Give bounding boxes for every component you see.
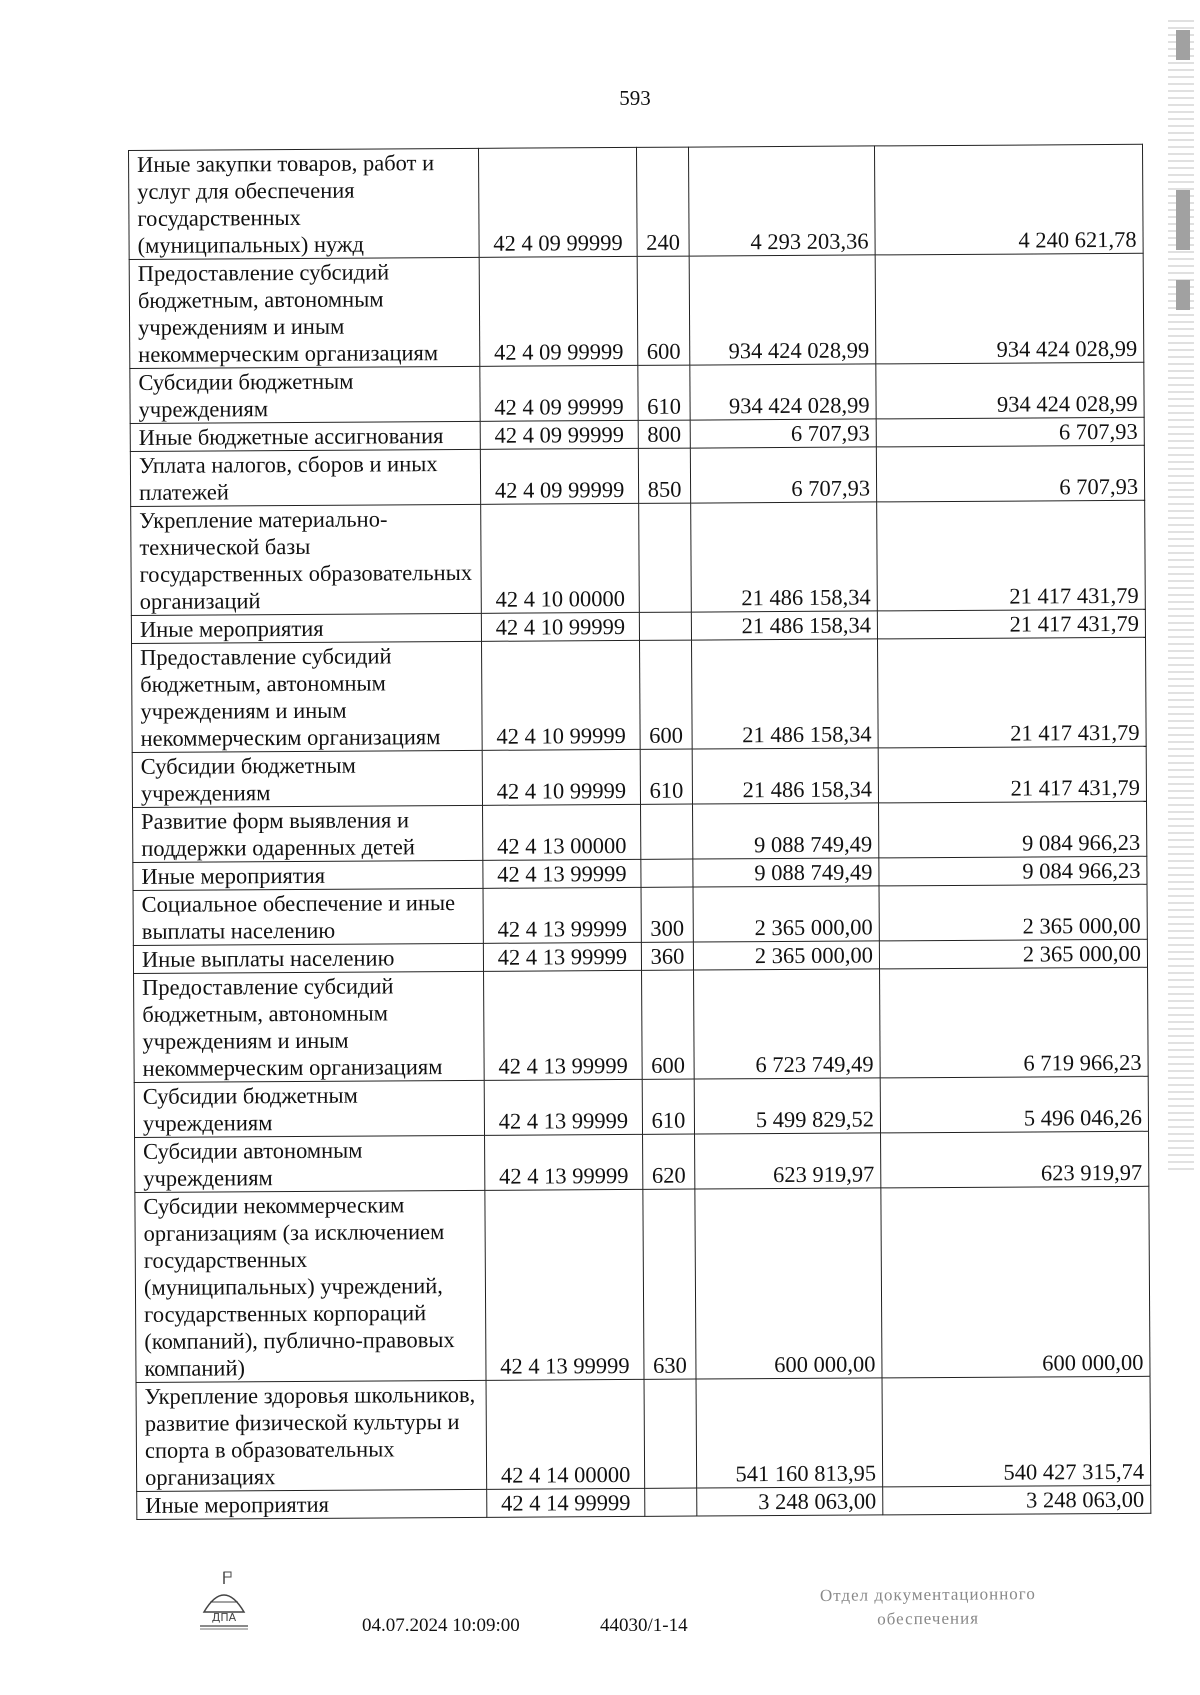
cell-name: Субсидии некоммерческим организациям (за исключением государственных (муниципальных) учреждений, государственных корпораций (компаний), публично-правовых компаний)	[135, 1190, 486, 1382]
cell-expense-type: 850	[638, 448, 690, 503]
table-row	[133, 884, 1147, 945]
cell-amount-2: 934 424 028,99	[876, 362, 1144, 419]
table-row	[129, 144, 1144, 259]
cell-expense-type: 630	[643, 1189, 696, 1379]
cell-name: Предоставление субсидий бюджетным, автономным учреждениям и иным некоммерческим организациям	[129, 257, 480, 368]
cell-amount-2: 6 707,93	[876, 417, 1144, 447]
cell-amount-1: 2 365 000,00	[693, 941, 879, 970]
cell-name: Иные мероприятия	[137, 1489, 487, 1519]
table-row	[132, 637, 1147, 752]
cell-code: 42 4 13 99999	[483, 887, 641, 943]
stamp-line-2: обеспечения	[877, 1608, 980, 1629]
table-row	[130, 445, 1144, 506]
cell-expense-type	[644, 1379, 697, 1488]
cell-code: 42 4 09 99999	[479, 256, 638, 366]
cell-amount-2: 21 417 431,79	[877, 609, 1145, 639]
table-row	[130, 362, 1144, 423]
cell-name: Иные закупки товаров, работ и услуг для обеспечения государственных (муниципальных) нужд	[129, 148, 480, 259]
budget-table	[128, 144, 1151, 1520]
cell-code: 42 4 14 99999	[487, 1488, 645, 1517]
cell-code: 42 4 13 99999	[484, 1079, 642, 1135]
cell-amount-1: 6 707,93	[690, 419, 876, 448]
table-row	[134, 1076, 1148, 1137]
cell-amount-2: 934 424 028,99	[875, 253, 1144, 364]
table-row	[135, 1186, 1150, 1382]
cell-code: 42 4 09 99999	[480, 420, 638, 449]
cell-code: 42 4 13 99999	[485, 1134, 643, 1190]
cell-amount-1: 5 499 829,52	[694, 1078, 880, 1134]
page-number: 593	[619, 86, 651, 110]
cell-code: 42 4 13 99999	[483, 859, 641, 888]
cell-expense-type	[639, 612, 691, 640]
cell-amount-1: 2 365 000,00	[693, 886, 879, 942]
cell-amount-2: 21 417 431,79	[878, 637, 1147, 748]
cell-amount-1: 21 486 158,34	[691, 502, 878, 612]
budget-table-wrapper	[128, 144, 1150, 1520]
cell-amount-1: 21 486 158,34	[692, 748, 878, 804]
cell-code: 42 4 13 99999	[484, 970, 643, 1080]
cell-name: Иные выплаты населению	[133, 943, 483, 973]
cell-expense-type: 610	[642, 1079, 694, 1134]
cell-name: Субсидии бюджетным учреждениям	[130, 366, 480, 423]
cell-code: 42 4 14 00000	[486, 1379, 645, 1489]
cell-code: 42 4 13 99999	[485, 1189, 644, 1380]
cell-amount-2: 5 496 046,26	[880, 1076, 1148, 1133]
cell-amount-1: 6 707,93	[690, 447, 876, 503]
cell-expense-type: 240	[636, 147, 689, 256]
cell-amount-2: 6 719 966,23	[880, 967, 1149, 1078]
cell-amount-1: 9 088 749,49	[693, 858, 879, 887]
cell-amount-2: 540 427 315,74	[882, 1376, 1151, 1487]
cell-amount-1: 3 248 063,00	[697, 1487, 883, 1516]
logo-text: ДПА	[211, 1611, 237, 1624]
table-row	[132, 746, 1146, 807]
cell-amount-1: 541 160 813,95	[696, 1378, 883, 1488]
cell-amount-2: 3 248 063,00	[883, 1485, 1151, 1515]
cell-code: 42 4 09 99999	[480, 448, 638, 504]
cell-amount-2: 21 417 431,79	[878, 746, 1146, 803]
cell-amount-2: 623 919,97	[881, 1131, 1149, 1188]
cell-code: 42 4 10 00000	[481, 503, 640, 613]
footer-timestamp: 04.07.2024 10:09:00	[362, 1615, 520, 1636]
cell-name: Субсидии автономным учреждениям	[135, 1135, 485, 1192]
cell-expense-type	[639, 503, 692, 612]
cell-amount-1: 21 486 158,34	[691, 611, 877, 640]
cell-amount-1: 600 000,00	[695, 1188, 882, 1379]
cell-expense-type: 610	[638, 365, 690, 420]
table-row	[135, 1131, 1149, 1192]
cell-amount-2: 21 417 431,79	[877, 500, 1146, 611]
table-row	[137, 1485, 1151, 1519]
cell-expense-type: 600	[640, 640, 693, 749]
cell-amount-2: 9 084 966,23	[879, 856, 1147, 886]
cell-amount-2: 9 084 966,23	[879, 801, 1147, 858]
cell-amount-1: 6 723 749,49	[694, 969, 881, 1079]
department-stamp	[788, 1582, 1068, 1632]
cell-expense-type: 600	[642, 970, 695, 1079]
cell-expense-type: 610	[640, 749, 692, 804]
cell-name: Предоставление субсидий бюджетным, автономным учреждениям и иным некоммерческим организациям	[134, 971, 485, 1082]
cell-name: Социальное обеспечение и иные выплаты населению	[133, 888, 483, 945]
cell-name: Иные мероприятия	[133, 860, 483, 890]
cell-name: Уплата налогов, сборов и иных платежей	[130, 449, 480, 506]
cell-amount-1: 934 424 028,99	[690, 364, 876, 420]
cell-code: 42 4 10 99999	[482, 749, 640, 805]
logo-icon	[192, 1568, 256, 1632]
table-row	[131, 500, 1146, 615]
cell-name: Предоставление субсидий бюджетным, автономным учреждениям и иным некоммерческим организациям	[132, 641, 483, 752]
table-row	[133, 801, 1147, 862]
cell-expense-type: 800	[638, 420, 690, 448]
cell-name: Субсидии бюджетным учреждениям	[134, 1080, 484, 1137]
cell-code: 42 4 09 99999	[478, 147, 637, 257]
cell-name: Иные мероприятия	[131, 613, 481, 643]
cell-name: Укрепление материально-технической базы государственных образовательных организаций	[131, 504, 482, 615]
cell-expense-type	[641, 859, 693, 887]
table-row	[129, 253, 1144, 368]
cell-amount-1: 9 088 749,49	[693, 803, 879, 859]
cell-code: 42 4 10 99999	[482, 640, 641, 750]
cell-name: Укрепление здоровья школьников, развитие физической культуры и спорта в образовательных организациях	[136, 1380, 487, 1491]
scan-edge-artifact	[1168, 20, 1194, 1170]
cell-amount-1: 21 486 158,34	[692, 639, 879, 749]
cell-amount-1: 623 919,97	[695, 1133, 881, 1189]
cell-expense-type: 620	[643, 1134, 695, 1189]
budget-table-body	[129, 144, 1151, 1519]
cell-amount-2: 2 365 000,00	[879, 884, 1147, 941]
cell-expense-type: 300	[641, 887, 693, 942]
footer-doc-number: 44030/1-14	[600, 1615, 688, 1636]
cell-name: Развитие форм выявления и поддержки одаренных детей	[133, 805, 483, 862]
cell-name: Иные бюджетные ассигнования	[130, 421, 480, 451]
cell-code: 42 4 10 99999	[481, 612, 639, 641]
cell-amount-2: 4 240 621,78	[874, 144, 1143, 255]
cell-name: Субсидии бюджетным учреждениям	[132, 750, 482, 807]
cell-code: 42 4 09 99999	[480, 365, 638, 421]
cell-amount-2: 6 707,93	[876, 445, 1144, 502]
cell-expense-type	[641, 804, 693, 859]
cell-expense-type: 600	[637, 256, 690, 365]
cell-code: 42 4 13 99999	[483, 942, 641, 971]
cell-code: 42 4 13 00000	[483, 804, 641, 860]
cell-amount-2: 600 000,00	[881, 1186, 1150, 1378]
cell-expense-type	[645, 1488, 697, 1516]
table-row	[134, 967, 1149, 1082]
table-row	[136, 1376, 1151, 1491]
cell-amount-1: 4 293 203,36	[688, 146, 875, 256]
cell-expense-type: 360	[641, 942, 693, 970]
cell-amount-1: 934 424 028,99	[689, 255, 876, 365]
stamp-line-1: Отдел документационного	[819, 1584, 1036, 1605]
cell-amount-2: 2 365 000,00	[879, 939, 1147, 969]
